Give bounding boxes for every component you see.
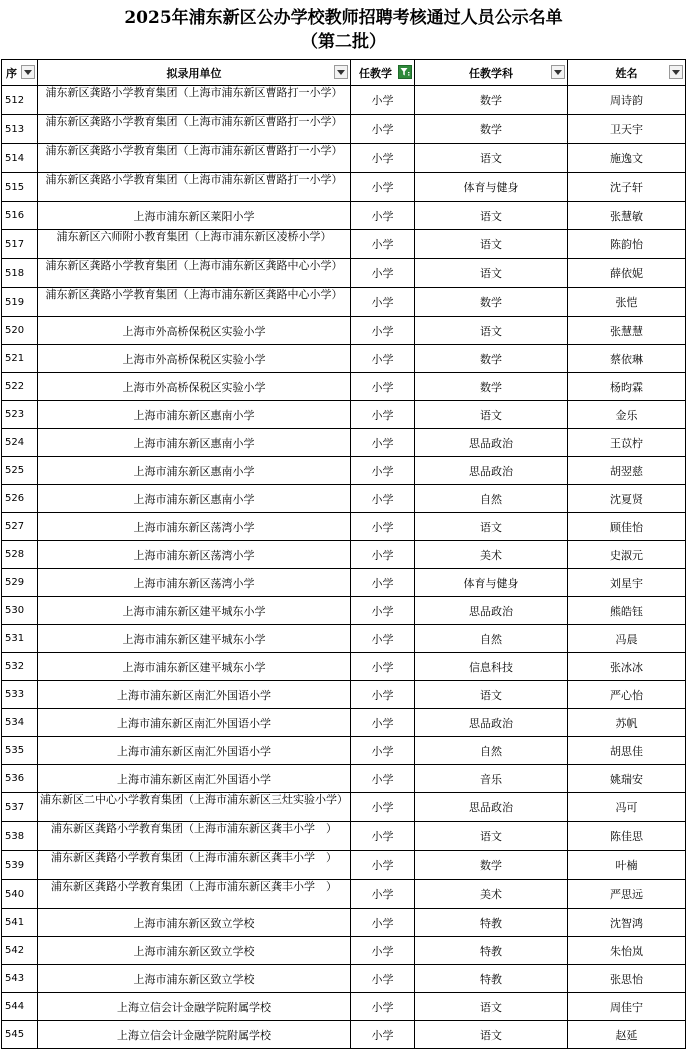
table-row[interactable] xyxy=(2,457,686,485)
cell-unit[interactable]: 浦东新区龚路小学教育集团（上海市浦东新区曹路打一小学） xyxy=(38,86,351,115)
cell-subject[interactable]: 语文 xyxy=(415,401,568,429)
cell-subject[interactable]: 自然 xyxy=(415,485,568,513)
cell-subject[interactable]: 语文 xyxy=(415,230,568,259)
table-row[interactable] xyxy=(2,937,686,965)
cell-unit[interactable]: 浦东新区龚路小学教育集团（上海市浦东新区曹路打一小学） xyxy=(38,144,351,173)
cell-seq[interactable]: 537 xyxy=(2,793,38,822)
cell-unit[interactable]: 浦东新区龚路小学教育集团（上海市浦东新区龚路中心小学） xyxy=(38,259,351,288)
cell-unit[interactable]: 上海市浦东新区惠南小学 xyxy=(38,485,351,513)
header-row xyxy=(2,60,686,86)
cell-name[interactable]: 顾佳怡 xyxy=(568,513,686,541)
cell-name[interactable]: 胡翌慈 xyxy=(568,457,686,485)
cell-subject[interactable]: 特教 xyxy=(415,965,568,993)
cell-level[interactable]: 小学 xyxy=(351,144,415,173)
cell-seq[interactable]: 516 xyxy=(2,202,38,230)
cell-seq[interactable]: 539 xyxy=(2,851,38,880)
cell-subject[interactable]: 语文 xyxy=(415,513,568,541)
header-level[interactable] xyxy=(351,60,415,86)
cell-seq[interactable]: 527 xyxy=(2,513,38,541)
cell-unit[interactable]: 上海立信会计金融学院附属学校 xyxy=(38,993,351,1021)
header-name-label: 姓名 xyxy=(615,66,638,80)
cell-seq[interactable]: 538 xyxy=(2,822,38,851)
cell-subject[interactable]: 美术 xyxy=(415,880,568,909)
cell-name[interactable]: 沈夏贤 xyxy=(568,485,686,513)
cell-name[interactable]: 严思远 xyxy=(568,880,686,909)
cell-unit[interactable]: 上海市浦东新区荡湾小学 xyxy=(38,569,351,597)
cell-unit[interactable]: 上海市浦东新区南汇外国语小学 xyxy=(38,681,351,709)
cell-subject[interactable]: 音乐 xyxy=(415,765,568,793)
cell-seq[interactable]: 540 xyxy=(2,880,38,909)
cell-level[interactable]: 小学 xyxy=(351,485,415,513)
cell-seq[interactable]: 533 xyxy=(2,681,38,709)
cell-unit[interactable]: 上海市浦东新区荡湾小学 xyxy=(38,541,351,569)
table-row[interactable] xyxy=(2,880,686,909)
cell-level[interactable]: 小学 xyxy=(351,86,415,115)
header-level-label: 任教学 xyxy=(359,66,392,80)
table-row[interactable] xyxy=(2,401,686,429)
cell-seq[interactable]: 536 xyxy=(2,765,38,793)
cell-unit[interactable]: 上海市浦东新区致立学校 xyxy=(38,909,351,937)
cell-unit[interactable]: 浦东新区龚路小学教育集团（上海市浦东新区龚丰小学 ） xyxy=(38,880,351,909)
cell-subject[interactable]: 数学 xyxy=(415,851,568,880)
cell-unit[interactable]: 上海市浦东新区建平城东小学 xyxy=(38,653,351,681)
cell-unit[interactable]: 上海市浦东新区南汇外国语小学 xyxy=(38,709,351,737)
cell-subject[interactable]: 体育与健身 xyxy=(415,569,568,597)
cell-subject[interactable]: 特教 xyxy=(415,937,568,965)
cell-level[interactable]: 小学 xyxy=(351,765,415,793)
table-row[interactable] xyxy=(2,993,686,1021)
cell-unit[interactable]: 上海市浦东新区建平城东小学 xyxy=(38,625,351,653)
cell-seq[interactable]: 517 xyxy=(2,230,38,259)
header-name[interactable] xyxy=(568,60,686,86)
cell-seq[interactable]: 513 xyxy=(2,115,38,144)
cell-level[interactable]: 小学 xyxy=(351,793,415,822)
level-filter-funnel-icon[interactable] xyxy=(398,65,412,79)
table-row[interactable] xyxy=(2,793,686,822)
cell-name[interactable]: 史淑元 xyxy=(568,541,686,569)
cell-unit[interactable]: 上海市浦东新区致立学校 xyxy=(38,937,351,965)
cell-name[interactable]: 杨昀霖 xyxy=(568,373,686,401)
table-row[interactable] xyxy=(2,909,686,937)
cell-subject[interactable]: 特教 xyxy=(415,909,568,937)
cell-level[interactable]: 小学 xyxy=(351,937,415,965)
cell-level[interactable]: 小学 xyxy=(351,429,415,457)
cell-level[interactable]: 小学 xyxy=(351,317,415,345)
table-row[interactable] xyxy=(2,144,686,173)
cell-unit[interactable]: 上海市浦东新区惠南小学 xyxy=(38,457,351,485)
cell-name[interactable]: 卫天宇 xyxy=(568,115,686,144)
cell-seq[interactable]: 524 xyxy=(2,429,38,457)
cell-subject[interactable]: 语文 xyxy=(415,144,568,173)
cell-level[interactable]: 小学 xyxy=(351,880,415,909)
cell-name[interactable]: 姚瑞安 xyxy=(568,765,686,793)
table-row[interactable] xyxy=(2,429,686,457)
cell-name[interactable]: 施逸文 xyxy=(568,144,686,173)
cell-subject[interactable]: 思品政治 xyxy=(415,709,568,737)
cell-level[interactable]: 小学 xyxy=(351,513,415,541)
table-row[interactable] xyxy=(2,709,686,737)
cell-unit[interactable]: 上海市浦东新区建平城东小学 xyxy=(38,597,351,625)
cell-subject[interactable]: 数学 xyxy=(415,115,568,144)
cell-level[interactable]: 小学 xyxy=(351,822,415,851)
cell-level[interactable]: 小学 xyxy=(351,993,415,1021)
cell-name[interactable]: 苏帆 xyxy=(568,709,686,737)
cell-name[interactable]: 刘星宇 xyxy=(568,569,686,597)
cell-unit[interactable]: 上海市浦东新区南汇外国语小学 xyxy=(38,737,351,765)
cell-subject[interactable]: 语文 xyxy=(415,681,568,709)
cell-name[interactable]: 张慧慧 xyxy=(568,317,686,345)
cell-name[interactable]: 冯可 xyxy=(568,793,686,822)
cell-seq[interactable]: 520 xyxy=(2,317,38,345)
cell-unit[interactable]: 上海市浦东新区惠南小学 xyxy=(38,429,351,457)
cell-level[interactable]: 小学 xyxy=(351,202,415,230)
cell-unit[interactable]: 浦东新区二中心小学教育集团（上海市浦东新区三灶实验小学） xyxy=(38,793,351,822)
cell-seq[interactable]: 542 xyxy=(2,937,38,965)
cell-seq[interactable]: 519 xyxy=(2,288,38,317)
cell-subject[interactable]: 语文 xyxy=(415,822,568,851)
cell-subject[interactable]: 语文 xyxy=(415,317,568,345)
cell-level[interactable]: 小学 xyxy=(351,909,415,937)
table-body xyxy=(2,86,686,1049)
cell-subject[interactable]: 语文 xyxy=(415,259,568,288)
cell-level[interactable]: 小学 xyxy=(351,1021,415,1049)
table-row[interactable] xyxy=(2,681,686,709)
cell-seq[interactable]: 529 xyxy=(2,569,38,597)
unit-filter-dropdown-icon[interactable] xyxy=(334,65,348,79)
cell-name[interactable]: 陈佳思 xyxy=(568,822,686,851)
cell-unit[interactable]: 浦东新区龚路小学教育集团（上海市浦东新区龚丰小学 ） xyxy=(38,822,351,851)
cell-seq[interactable]: 528 xyxy=(2,541,38,569)
cell-seq[interactable]: 518 xyxy=(2,259,38,288)
cell-seq[interactable]: 534 xyxy=(2,709,38,737)
cell-subject[interactable]: 思品政治 xyxy=(415,597,568,625)
cell-seq[interactable]: 526 xyxy=(2,485,38,513)
cell-name[interactable]: 陈韵怡 xyxy=(568,230,686,259)
name-filter-dropdown-icon[interactable] xyxy=(669,65,683,79)
cell-level[interactable]: 小学 xyxy=(351,230,415,259)
cell-subject[interactable]: 语文 xyxy=(415,202,568,230)
table-row[interactable] xyxy=(2,86,686,115)
cell-unit[interactable]: 浦东新区龚路小学教育集团（上海市浦东新区龚丰小学 ） xyxy=(38,851,351,880)
header-unit-label: 拟录用单位 xyxy=(166,66,222,80)
cell-subject[interactable]: 思品政治 xyxy=(415,429,568,457)
cell-level[interactable]: 小学 xyxy=(351,541,415,569)
cell-name[interactable]: 张冰冰 xyxy=(568,653,686,681)
cell-level[interactable]: 小学 xyxy=(351,401,415,429)
cell-seq[interactable]: 545 xyxy=(2,1021,38,1049)
cell-name[interactable]: 胡思佳 xyxy=(568,737,686,765)
cell-seq[interactable]: 530 xyxy=(2,597,38,625)
table-row[interactable] xyxy=(2,345,686,373)
header-unit[interactable] xyxy=(38,60,351,86)
cell-unit[interactable]: 上海市外高桥保税区实验小学 xyxy=(38,373,351,401)
cell-level[interactable]: 小学 xyxy=(351,709,415,737)
table-row[interactable] xyxy=(2,765,686,793)
cell-name[interactable]: 沈智鸿 xyxy=(568,909,686,937)
cell-level[interactable]: 小学 xyxy=(351,597,415,625)
cell-name[interactable]: 周佳宁 xyxy=(568,993,686,1021)
table-row[interactable] xyxy=(2,625,686,653)
cell-name[interactable]: 蔡依琳 xyxy=(568,345,686,373)
cell-unit[interactable]: 浦东新区龚路小学教育集团（上海市浦东新区曹路打一小学） xyxy=(38,173,351,202)
cell-level[interactable]: 小学 xyxy=(351,965,415,993)
cell-seq[interactable]: 531 xyxy=(2,625,38,653)
cell-unit[interactable]: 上海市浦东新区致立学校 xyxy=(38,965,351,993)
cell-unit[interactable]: 上海市浦东新区惠南小学 xyxy=(38,401,351,429)
cell-seq[interactable]: 525 xyxy=(2,457,38,485)
seq-filter-dropdown-icon[interactable] xyxy=(21,65,35,79)
table-row[interactable] xyxy=(2,653,686,681)
cell-name[interactable]: 张慧敏 xyxy=(568,202,686,230)
header-subject[interactable] xyxy=(415,60,568,86)
cell-subject[interactable]: 数学 xyxy=(415,373,568,401)
cell-name[interactable]: 薛依妮 xyxy=(568,259,686,288)
cell-seq[interactable]: 514 xyxy=(2,144,38,173)
table-row[interactable] xyxy=(2,485,686,513)
cell-subject[interactable]: 语文 xyxy=(415,1021,568,1049)
cell-seq[interactable]: 532 xyxy=(2,653,38,681)
cell-name[interactable]: 冯晨 xyxy=(568,625,686,653)
personnel-table xyxy=(1,59,686,1049)
page-subtitle: （第二批） xyxy=(301,32,386,52)
cell-seq[interactable]: 522 xyxy=(2,373,38,401)
cell-level[interactable]: 小学 xyxy=(351,569,415,597)
cell-subject[interactable]: 思品政治 xyxy=(415,457,568,485)
cell-subject[interactable]: 思品政治 xyxy=(415,793,568,822)
cell-unit[interactable]: 浦东新区六师附小教育集团（上海市浦东新区凌桥小学） xyxy=(38,230,351,259)
cell-seq[interactable]: 541 xyxy=(2,909,38,937)
cell-unit[interactable]: 上海市外高桥保税区实验小学 xyxy=(38,317,351,345)
cell-name[interactable]: 熊皓钰 xyxy=(568,597,686,625)
cell-name[interactable]: 张思怡 xyxy=(568,965,686,993)
cell-unit[interactable]: 上海市浦东新区荡湾小学 xyxy=(38,513,351,541)
table-row[interactable] xyxy=(2,230,686,259)
table-row[interactable] xyxy=(2,822,686,851)
cell-name[interactable]: 赵延 xyxy=(568,1021,686,1049)
cell-unit[interactable]: 上海市浦东新区莱阳小学 xyxy=(38,202,351,230)
cell-level[interactable]: 小学 xyxy=(351,173,415,202)
cell-subject[interactable]: 自然 xyxy=(415,737,568,765)
table-row[interactable] xyxy=(2,965,686,993)
cell-level[interactable]: 小学 xyxy=(351,345,415,373)
subject-filter-dropdown-icon[interactable] xyxy=(551,65,565,79)
cell-subject[interactable]: 信息科技 xyxy=(415,653,568,681)
table-row[interactable] xyxy=(2,597,686,625)
cell-name[interactable]: 金乐 xyxy=(568,401,686,429)
table-row[interactable] xyxy=(2,541,686,569)
table-row[interactable] xyxy=(2,737,686,765)
cell-seq[interactable]: 521 xyxy=(2,345,38,373)
cell-seq[interactable]: 515 xyxy=(2,173,38,202)
cell-level[interactable]: 小学 xyxy=(351,737,415,765)
cell-name[interactable]: 叶楠 xyxy=(568,851,686,880)
cell-subject[interactable]: 数学 xyxy=(415,345,568,373)
cell-unit[interactable]: 浦东新区龚路小学教育集团（上海市浦东新区龚路中心小学） xyxy=(38,288,351,317)
cell-subject[interactable]: 语文 xyxy=(415,993,568,1021)
cell-level[interactable]: 小学 xyxy=(351,653,415,681)
table-row[interactable] xyxy=(2,373,686,401)
cell-level[interactable]: 小学 xyxy=(351,288,415,317)
cell-subject[interactable]: 数学 xyxy=(415,86,568,115)
cell-level[interactable]: 小学 xyxy=(351,373,415,401)
table-row[interactable] xyxy=(2,317,686,345)
cell-subject[interactable]: 美术 xyxy=(415,541,568,569)
table-row[interactable] xyxy=(2,1021,686,1049)
cell-level[interactable]: 小学 xyxy=(351,851,415,880)
cell-seq[interactable]: 512 xyxy=(2,86,38,115)
cell-unit[interactable]: 上海市浦东新区南汇外国语小学 xyxy=(38,765,351,793)
table-row[interactable] xyxy=(2,259,686,288)
header-subject-label: 任教学科 xyxy=(469,66,513,80)
cell-seq[interactable]: 523 xyxy=(2,401,38,429)
table-row[interactable] xyxy=(2,851,686,880)
cell-level[interactable]: 小学 xyxy=(351,681,415,709)
cell-name[interactable]: 沈子轩 xyxy=(568,173,686,202)
cell-seq[interactable]: 535 xyxy=(2,737,38,765)
cell-name[interactable]: 张恺 xyxy=(568,288,686,317)
header-seq[interactable] xyxy=(2,60,38,86)
cell-unit[interactable]: 上海立信会计金融学院附属学校 xyxy=(38,1021,351,1049)
cell-unit[interactable]: 浦东新区龚路小学教育集团（上海市浦东新区曹路打一小学） xyxy=(38,115,351,144)
table-row[interactable] xyxy=(2,115,686,144)
cell-subject[interactable]: 体育与健身 xyxy=(415,173,568,202)
cell-subject[interactable]: 自然 xyxy=(415,625,568,653)
table-row[interactable] xyxy=(2,513,686,541)
cell-unit[interactable]: 上海市外高桥保税区实验小学 xyxy=(38,345,351,373)
cell-seq[interactable]: 543 xyxy=(2,965,38,993)
cell-name[interactable]: 周诗韵 xyxy=(568,86,686,115)
cell-level[interactable]: 小学 xyxy=(351,625,415,653)
cell-level[interactable]: 小学 xyxy=(351,259,415,288)
cell-name[interactable]: 朱怡岚 xyxy=(568,937,686,965)
cell-subject[interactable]: 数学 xyxy=(415,288,568,317)
header-seq-label: 序 xyxy=(6,66,17,80)
cell-name[interactable]: 王苡柠 xyxy=(568,429,686,457)
cell-level[interactable]: 小学 xyxy=(351,457,415,485)
table-row[interactable] xyxy=(2,288,686,317)
page-title: 2025年浦东新区公办学校教师招聘考核通过人员公示名单 xyxy=(124,8,563,28)
table-row[interactable] xyxy=(2,569,686,597)
cell-seq[interactable]: 544 xyxy=(2,993,38,1021)
cell-name[interactable]: 严心怡 xyxy=(568,681,686,709)
cell-level[interactable]: 小学 xyxy=(351,115,415,144)
table-row[interactable] xyxy=(2,173,686,202)
table-row[interactable] xyxy=(2,202,686,230)
